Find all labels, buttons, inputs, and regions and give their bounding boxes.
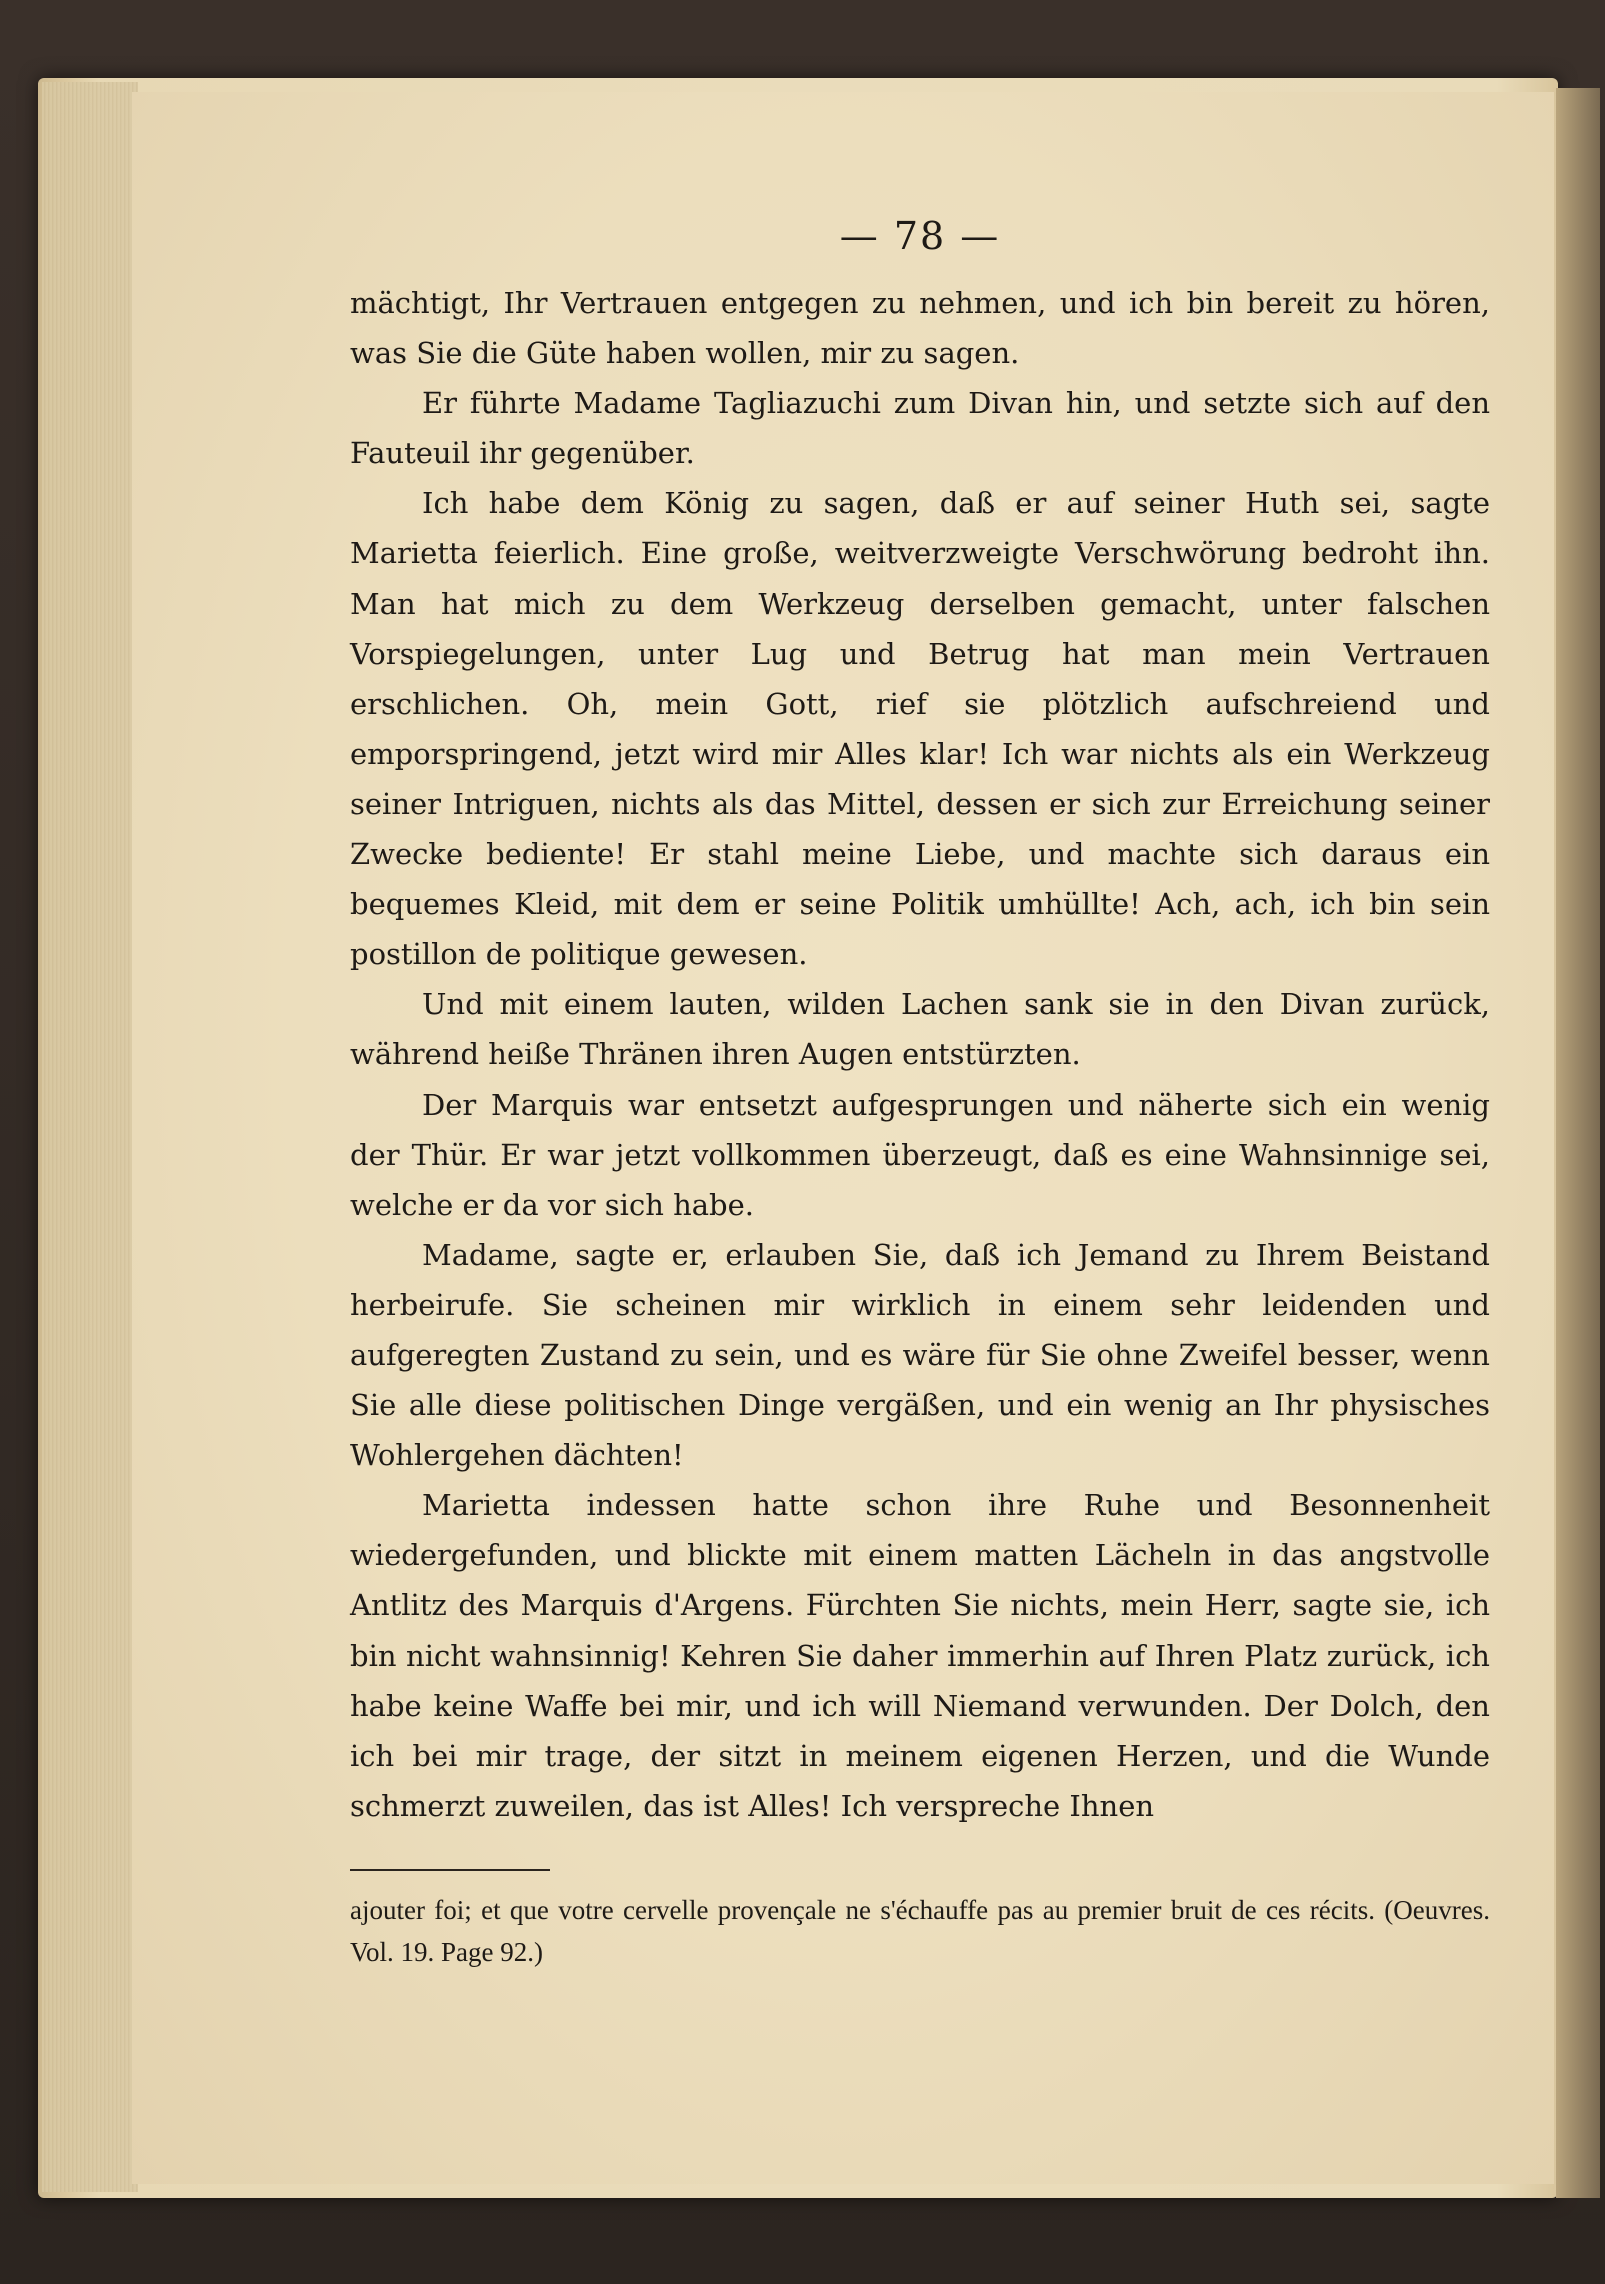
paragraph: Er führte Madame Tagliazuchi zum Divan hin, und setzte sich auf den Fauteuil ihr gegenüber. (350, 386, 1490, 471)
footnote-divider (350, 1869, 550, 1871)
book-binding (1556, 88, 1600, 2198)
page-edges (42, 82, 138, 2192)
paragraph: mächtigt, Ihr Vertrauen entgegen zu nehmen, und ich bin bereit zu hören, was Sie die Güte haben wollen, mir zu sagen. (350, 286, 1490, 371)
paragraph: Der Marquis war entsetzt aufgesprungen und näherte sich ein wenig der Thür. Er war jetzt vollkommen überzeugt, daß es eine Wahnsinnige sei, welche er da vor sich habe. (350, 1087, 1490, 1222)
page-number: — 78 — (839, 214, 1001, 258)
paragraph: Ich habe dem König zu sagen, daß er auf seiner Huth sei, sagte Marietta feierlich. Eine große, weitverzweigte Verschwörung bedroht ihn. Man hat mich zu dem Werkzeug derselben gemacht, unter falschen Vorspiegelungen, unter Lug und Betrug hat man mein Vertrauen erschlichen. Oh, mein Gott, rief sie plötzlich aufschreiend und emporspringend, jetzt wird mir Alles klar! Ich war nichts als ein Werkzeug seiner Intriguen, nichts als das Mittel, dessen er sich zur Erreichung seiner Zwecke bediente! Er stahl meine Liebe, und machte sich daraus ein bequemes Kleid, mit dem er seine Politik umhüllte! Ach, ach, ich bin sein postillon de politique gewesen. (350, 486, 1490, 972)
paragraph: Marietta indessen hatte schon ihre Ruhe und Besonnenheit wiedergefunden, und blickte mit einem matten Lächeln in das angstvolle Antlitz des Marquis d'Argens. Fürchten Sie nichts, mein Herr, sagte sie, ich bin nicht wahnsinnig! Kehren Sie daher immerhin auf Ihren Platz zurück, ich habe keine Waffe bei mir, und ich will Niemand verwunden. Der Dolch, den ich bei mir trage, der sitzt in meinem eigenen Herzen, und die Wunde schmerzt zuweilen, das ist Alles! Ich verspreche Ihnen (350, 1488, 1490, 1823)
footnote: ajouter foi; et que votre cervelle provençale ne s'échauffe pas au premier bruit de ces récits. (Oeuvres. Vol. 19. Page 92.) (350, 1894, 1490, 1967)
body-text (350, 278, 1490, 1831)
text-block (350, 210, 1490, 1973)
paragraph: Und mit einem lauten, wilden Lachen sank sie in den Divan zurück, während heiße Thränen ihren Augen entstürzten. (350, 987, 1490, 1072)
paragraph: Madame, sagte er, erlauben Sie, daß ich Jemand zu Ihrem Beistand herbeirufe. Sie scheinen mir wirklich in einem sehr leidenden und aufgeregten Zustand zu sein, und es wäre für Sie ohne Zweifel besser, wenn Sie alle diese politischen Dinge vergäßen, und ein wenig an Ihr physisches Wohlergehen dächten! (350, 1237, 1490, 1473)
